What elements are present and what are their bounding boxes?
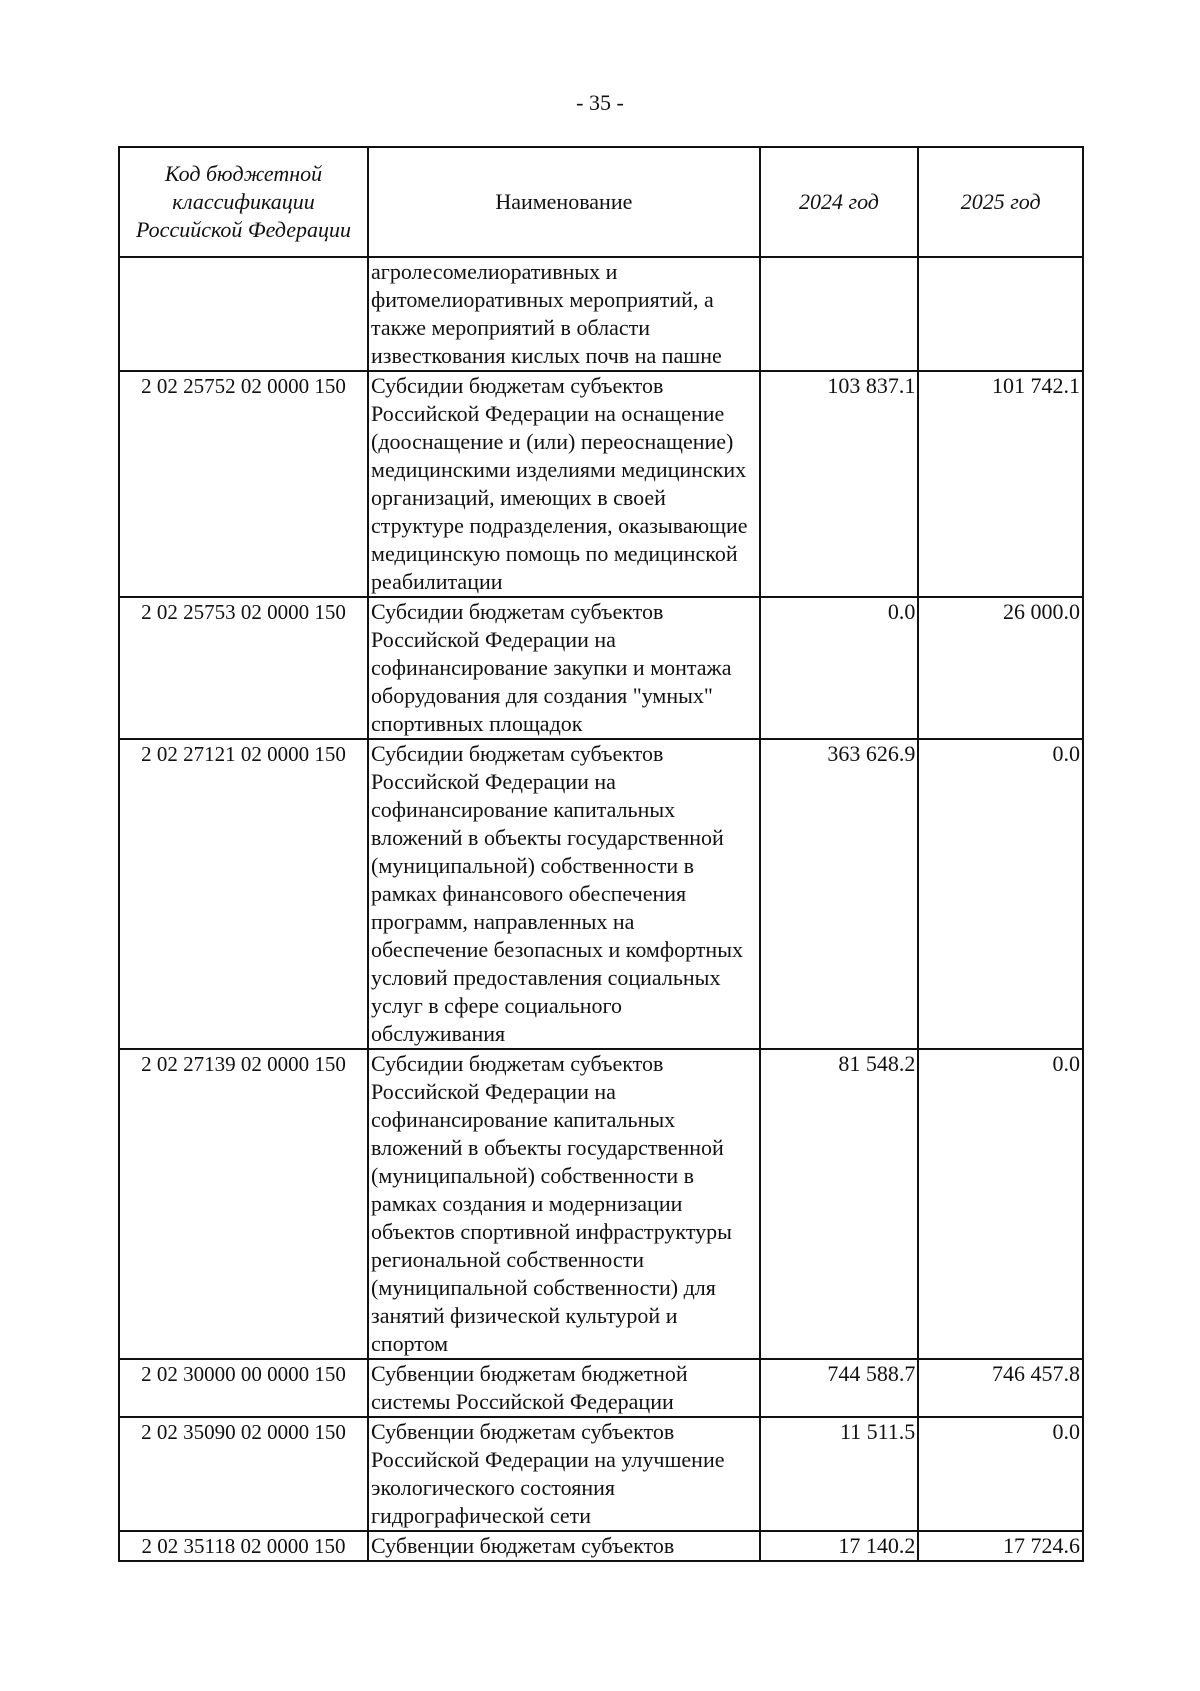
row-value-2024: 363 626.9 <box>760 739 919 1049</box>
row-value-2024 <box>760 257 919 371</box>
row-code: 2 02 27139 02 0000 150 <box>119 1049 368 1359</box>
row-name: Субсидии бюджетам субъектов Российской Федерации на софинансирование закупки и монтажа оборудования для создания "умных" спортивных площадок <box>368 597 760 739</box>
row-value-2025 <box>918 257 1083 371</box>
table-row <box>119 597 1083 739</box>
table-header-row <box>119 147 1083 257</box>
row-value-2025: 17 724.6 <box>918 1531 1083 1561</box>
table-row <box>119 1417 1083 1531</box>
row-code: 2 02 27121 02 0000 150 <box>119 739 368 1049</box>
row-code: 2 02 35118 02 0000 150 <box>119 1531 368 1561</box>
table-row <box>119 739 1083 1049</box>
row-name: Субсидии бюджетам субъектов Российской Федерации на софинансирование капитальных вложений в объекты государственной (муниципальной) собственности в рамках финансового обеспечения программ, направленных на обеспечение безопасных и комфортных условий предоставления социальных услуг в сфере социального обслуживания <box>368 739 760 1049</box>
row-value-2024: 17 140.2 <box>760 1531 919 1561</box>
row-code: 2 02 30000 00 0000 150 <box>119 1359 368 1417</box>
row-code <box>119 257 368 371</box>
row-value-2024: 103 837.1 <box>760 371 919 597</box>
table-row <box>119 1359 1083 1417</box>
row-name: агролесомелиоративных и фитомелиоративных мероприятий, а также мероприятий в области известкования кислых почв на пашне <box>368 257 760 371</box>
row-value-2025: 746 457.8 <box>918 1359 1083 1417</box>
row-name: Субсидии бюджетам субъектов Российской Федерации на оснащение (дооснащение и (или) переоснащение) медицинскими изделиями медицинских организаций, имеющих в своей структуре подразделения, оказывающие медицинскую помощь по медицинской реабилитации <box>368 371 760 597</box>
table-row <box>119 1049 1083 1359</box>
table-row <box>119 1531 1083 1561</box>
row-name: Субвенции бюджетам субъектов <box>368 1531 760 1561</box>
row-value-2025: 0.0 <box>918 739 1083 1049</box>
row-value-2024: 11 511.5 <box>760 1417 919 1531</box>
row-value-2024: 744 588.7 <box>760 1359 919 1417</box>
budget-table <box>118 146 1084 1562</box>
row-name: Субсидии бюджетам субъектов Российской Федерации на софинансирование капитальных вложений в объекты государственной (муниципальной) собственности в рамках создания и модернизации объектов спортивной инфраструктуры региональной собственности (муниципальной собственности) для занятий физической культурой и спортом <box>368 1049 760 1359</box>
table-row <box>119 257 1083 371</box>
header-code: Код бюджетной классификации Российской Федерации <box>119 147 368 257</box>
row-code: 2 02 25752 02 0000 150 <box>119 371 368 597</box>
row-code: 2 02 35090 02 0000 150 <box>119 1417 368 1531</box>
table-row <box>119 371 1083 597</box>
header-year-2024: 2024 год <box>760 147 919 257</box>
header-name: Наименование <box>368 147 760 257</box>
row-value-2024: 0.0 <box>760 597 919 739</box>
row-value-2024: 81 548.2 <box>760 1049 919 1359</box>
row-value-2025: 26 000.0 <box>918 597 1083 739</box>
page-number: - 35 - <box>576 90 624 115</box>
row-value-2025: 101 742.1 <box>918 371 1083 597</box>
row-value-2025: 0.0 <box>918 1049 1083 1359</box>
row-value-2025: 0.0 <box>918 1417 1083 1531</box>
header-year-2025: 2025 год <box>918 147 1083 257</box>
row-name: Субвенции бюджетам субъектов Российской Федерации на улучшение экологического состояния гидрографической сети <box>368 1417 760 1531</box>
row-name: Субвенции бюджетам бюджетной системы Российской Федерации <box>368 1359 760 1417</box>
row-code: 2 02 25753 02 0000 150 <box>119 597 368 739</box>
